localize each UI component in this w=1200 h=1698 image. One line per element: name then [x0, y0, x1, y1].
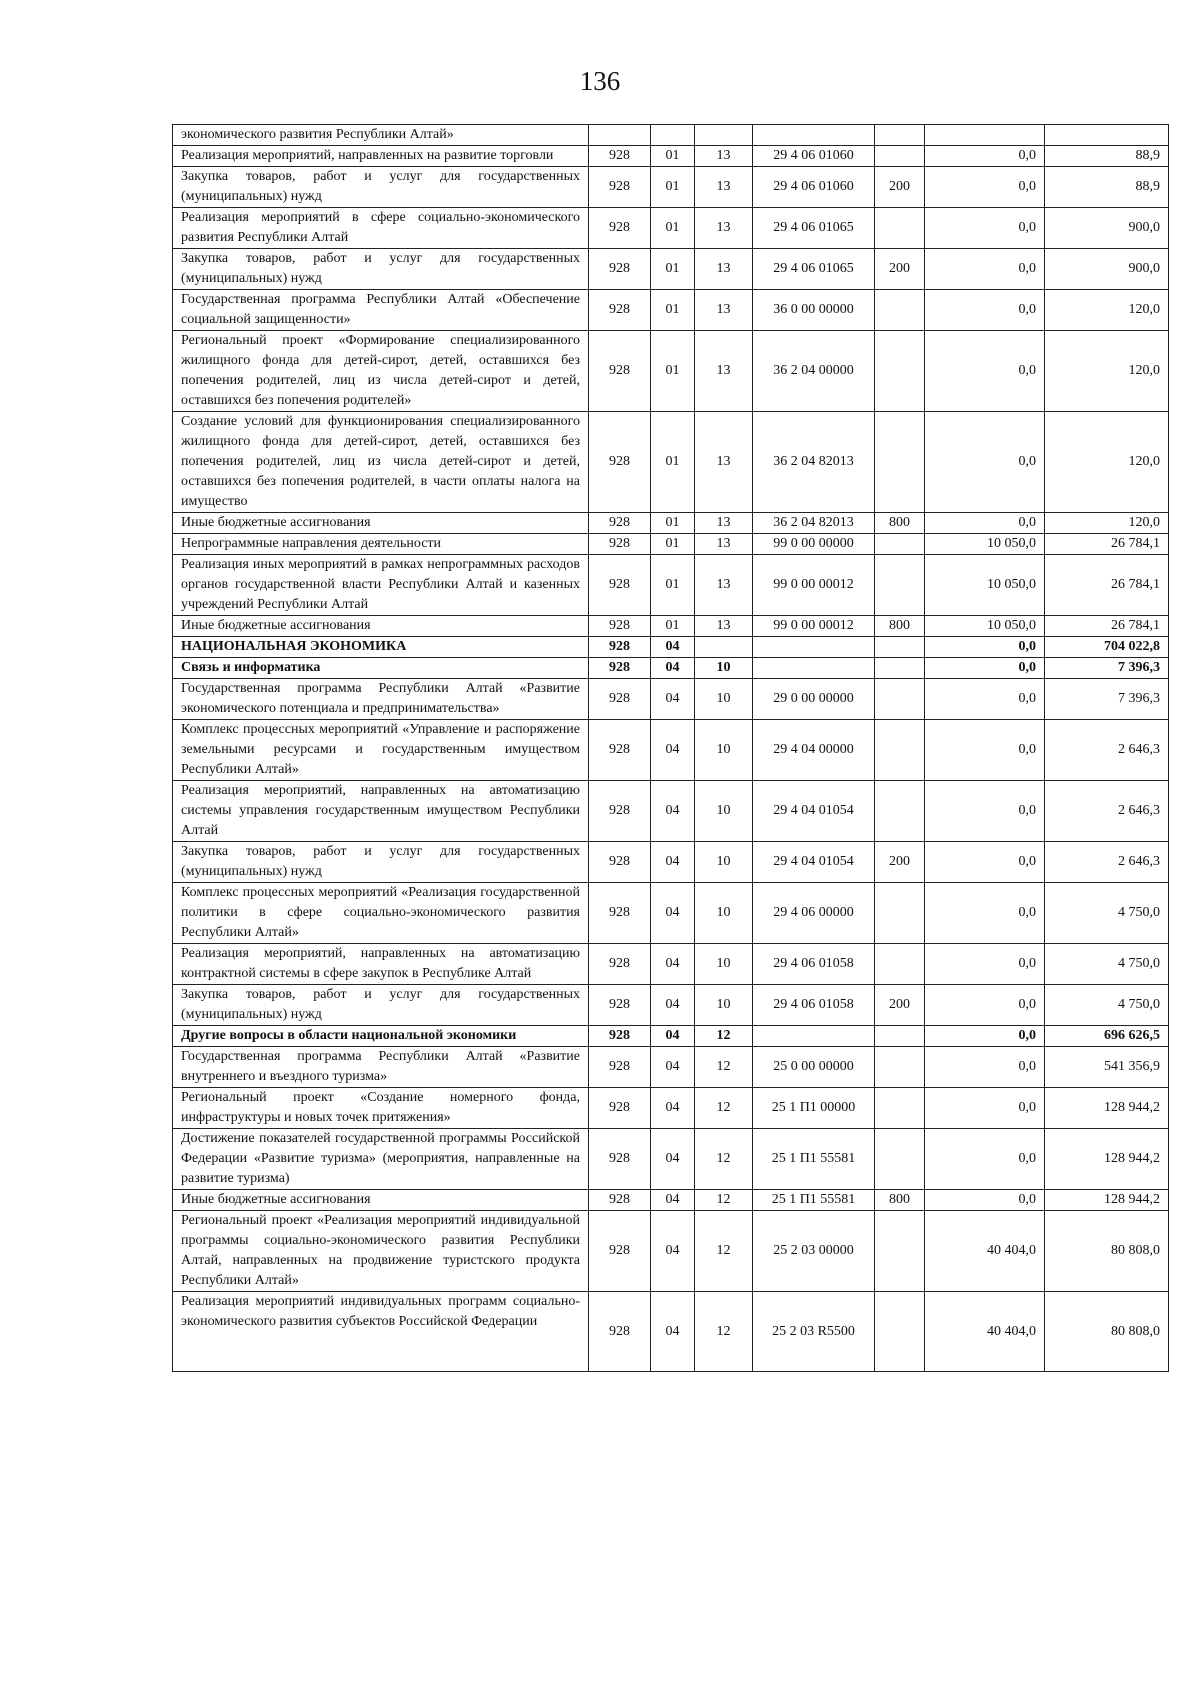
expense-type-cell — [875, 944, 925, 985]
table-row — [173, 616, 1169, 637]
amount-year2-cell: 704 022,8 — [1045, 637, 1169, 658]
ministry-code-cell: 928 — [589, 781, 651, 842]
amount-year2-cell: 4 750,0 — [1045, 883, 1169, 944]
expense-type-cell — [875, 781, 925, 842]
subsection-code-cell: 10 — [695, 842, 753, 883]
ministry-code-cell: 928 — [589, 883, 651, 944]
row-name-cell: Государственная программа Республики Алтай «Развитие экономического потенциала и предпринимательства» — [173, 679, 589, 720]
amount-year1-cell: 40 404,0 — [925, 1292, 1045, 1372]
row-name-cell: Региональный проект «Создание номерного фонда, инфраструктуры и новых точек притяжения» — [173, 1088, 589, 1129]
expense-type-cell — [875, 1211, 925, 1292]
target-article-cell: 29 4 06 01060 — [753, 167, 875, 208]
ministry-code-cell: 928 — [589, 985, 651, 1026]
subsection-code-cell: 13 — [695, 412, 753, 513]
subsection-code-cell: 10 — [695, 679, 753, 720]
section-code-cell: 04 — [651, 679, 695, 720]
section-code-cell: 01 — [651, 249, 695, 290]
section-code-cell: 01 — [651, 167, 695, 208]
section-code-cell: 01 — [651, 146, 695, 167]
table-row — [173, 781, 1169, 842]
section-code-cell: 01 — [651, 534, 695, 555]
row-name-cell: Закупка товаров, работ и услуг для государственных (муниципальных) нужд — [173, 985, 589, 1026]
ministry-code-cell: 928 — [589, 534, 651, 555]
subsection-code-cell: 10 — [695, 985, 753, 1026]
table-row — [173, 944, 1169, 985]
expense-type-cell — [875, 208, 925, 249]
amount-year2-cell: 128 944,2 — [1045, 1129, 1169, 1190]
amount-year2-cell: 2 646,3 — [1045, 781, 1169, 842]
row-name-cell: Закупка товаров, работ и услуг для государственных (муниципальных) нужд — [173, 249, 589, 290]
subsection-code-cell: 13 — [695, 534, 753, 555]
amount-year1-cell: 0,0 — [925, 842, 1045, 883]
target-article-cell: 25 0 00 00000 — [753, 1047, 875, 1088]
amount-year1-cell: 0,0 — [925, 679, 1045, 720]
target-article-cell: 36 0 00 00000 — [753, 290, 875, 331]
target-article-cell — [753, 658, 875, 679]
table-row — [173, 1190, 1169, 1211]
target-article-cell — [753, 637, 875, 658]
target-article-cell: 29 4 04 00000 — [753, 720, 875, 781]
target-article-cell — [753, 1026, 875, 1047]
amount-year2-cell: 900,0 — [1045, 208, 1169, 249]
target-article-cell: 29 4 06 01060 — [753, 146, 875, 167]
table-row — [173, 637, 1169, 658]
amount-year2-cell: 26 784,1 — [1045, 534, 1169, 555]
amount-year1-cell: 0,0 — [925, 781, 1045, 842]
amount-year1-cell: 0,0 — [925, 985, 1045, 1026]
ministry-code-cell: 928 — [589, 1129, 651, 1190]
row-name-cell: Реализация мероприятий в сфере социально-экономического развития Республики Алтай — [173, 208, 589, 249]
amount-year1-cell: 0,0 — [925, 1047, 1045, 1088]
subsection-code-cell: 12 — [695, 1292, 753, 1372]
amount-year1-cell: 0,0 — [925, 944, 1045, 985]
table-row — [173, 125, 1169, 146]
table-row — [173, 208, 1169, 249]
amount-year2-cell: 88,9 — [1045, 167, 1169, 208]
target-article-cell: 99 0 00 00012 — [753, 616, 875, 637]
amount-year1-cell: 10 050,0 — [925, 534, 1045, 555]
section-code-cell: 01 — [651, 513, 695, 534]
amount-year1-cell: 0,0 — [925, 883, 1045, 944]
ministry-code-cell: 928 — [589, 290, 651, 331]
table-row — [173, 249, 1169, 290]
amount-year2-cell: 2 646,3 — [1045, 720, 1169, 781]
amount-year2-cell: 88,9 — [1045, 146, 1169, 167]
subsection-code-cell: 12 — [695, 1190, 753, 1211]
table-row — [173, 1292, 1169, 1372]
section-code-cell: 04 — [651, 1047, 695, 1088]
section-code-cell: 04 — [651, 1211, 695, 1292]
row-name-cell: Иные бюджетные ассигнования — [173, 616, 589, 637]
table-row — [173, 331, 1169, 412]
ministry-code-cell: 928 — [589, 658, 651, 679]
row-name-cell: Закупка товаров, работ и услуг для государственных (муниципальных) нужд — [173, 842, 589, 883]
target-article-cell: 29 0 00 00000 — [753, 679, 875, 720]
section-code-cell: 01 — [651, 331, 695, 412]
ministry-code-cell: 928 — [589, 842, 651, 883]
ministry-code-cell: 928 — [589, 249, 651, 290]
target-article-cell: 29 4 06 00000 — [753, 883, 875, 944]
row-name-cell: Достижение показателей государственной программы Российской Федерации «Развитие туризма» (мероприятия, направленные на развитие туризма) — [173, 1129, 589, 1190]
subsection-code-cell: 12 — [695, 1211, 753, 1292]
amount-year1-cell: 0,0 — [925, 513, 1045, 534]
table-row — [173, 146, 1169, 167]
expense-type-cell: 800 — [875, 1190, 925, 1211]
target-article-cell: 36 2 04 82013 — [753, 412, 875, 513]
expense-type-cell — [875, 658, 925, 679]
budget-table — [172, 124, 1169, 1372]
ministry-code-cell: 928 — [589, 513, 651, 534]
amount-year1-cell: 0,0 — [925, 331, 1045, 412]
expense-type-cell — [875, 1292, 925, 1372]
amount-year2-cell: 120,0 — [1045, 513, 1169, 534]
amount-year2-cell: 7 396,3 — [1045, 679, 1169, 720]
target-article-cell: 25 1 П1 55581 — [753, 1129, 875, 1190]
target-article-cell: 29 4 04 01054 — [753, 842, 875, 883]
amount-year2-cell: 4 750,0 — [1045, 985, 1169, 1026]
amount-year2-cell: 4 750,0 — [1045, 944, 1169, 985]
subsection-code-cell: 13 — [695, 290, 753, 331]
ministry-code-cell: 928 — [589, 555, 651, 616]
expense-type-cell — [875, 555, 925, 616]
row-name-cell: Государственная программа Республики Алтай «Развитие внутреннего и въездного туризма» — [173, 1047, 589, 1088]
table-row — [173, 412, 1169, 513]
target-article-cell: 25 2 03 00000 — [753, 1211, 875, 1292]
table-row — [173, 167, 1169, 208]
row-name-cell: Комплекс процессных мероприятий «Реализация государственной политики в сфере социально-экономического развития Республики Алтай» — [173, 883, 589, 944]
section-code-cell: 01 — [651, 412, 695, 513]
ministry-code-cell: 928 — [589, 1026, 651, 1047]
page-number: 136 — [579, 66, 621, 96]
ministry-code-cell: 928 — [589, 208, 651, 249]
section-code-cell: 04 — [651, 944, 695, 985]
section-code-cell: 04 — [651, 985, 695, 1026]
ministry-code-cell: 928 — [589, 944, 651, 985]
table-row — [173, 555, 1169, 616]
amount-year2-cell: 7 396,3 — [1045, 658, 1169, 679]
amount-year1-cell: 0,0 — [925, 208, 1045, 249]
section-code-cell: 04 — [651, 658, 695, 679]
amount-year2-cell: 128 944,2 — [1045, 1088, 1169, 1129]
amount-year1-cell: 0,0 — [925, 1026, 1045, 1047]
section-code-cell: 04 — [651, 637, 695, 658]
amount-year1-cell: 0,0 — [925, 1088, 1045, 1129]
row-name-cell: НАЦИОНАЛЬНАЯ ЭКОНОМИКА — [173, 637, 589, 658]
expense-type-cell — [875, 331, 925, 412]
expense-type-cell — [875, 637, 925, 658]
subsection-code-cell: 12 — [695, 1088, 753, 1129]
subsection-code-cell: 10 — [695, 720, 753, 781]
row-name-cell: Связь и информатика — [173, 658, 589, 679]
amount-year2-cell: 26 784,1 — [1045, 555, 1169, 616]
amount-year2-cell: 120,0 — [1045, 331, 1169, 412]
amount-year1-cell: 0,0 — [925, 720, 1045, 781]
target-article-cell: 25 2 03 R5500 — [753, 1292, 875, 1372]
section-code-cell — [651, 125, 695, 146]
row-name-cell: Реализация мероприятий, направленных на развитие торговли — [173, 146, 589, 167]
subsection-code-cell: 13 — [695, 513, 753, 534]
section-code-cell: 04 — [651, 1292, 695, 1372]
amount-year1-cell: 0,0 — [925, 146, 1045, 167]
subsection-code-cell: 12 — [695, 1129, 753, 1190]
section-code-cell: 01 — [651, 290, 695, 331]
target-article-cell: 25 1 П1 55581 — [753, 1190, 875, 1211]
amount-year2-cell: 80 808,0 — [1045, 1211, 1169, 1292]
amount-year1-cell: 40 404,0 — [925, 1211, 1045, 1292]
row-name-cell: Государственная программа Республики Алтай «Обеспечение социальной защищенности» — [173, 290, 589, 331]
amount-year2-cell: 80 808,0 — [1045, 1292, 1169, 1372]
ministry-code-cell: 928 — [589, 1088, 651, 1129]
target-article-cell: 29 4 06 01058 — [753, 944, 875, 985]
section-code-cell: 04 — [651, 1026, 695, 1047]
expense-type-cell: 200 — [875, 985, 925, 1026]
row-name-cell: Иные бюджетные ассигнования — [173, 513, 589, 534]
row-name-cell: Другие вопросы в области национальной экономики — [173, 1026, 589, 1047]
expense-type-cell — [875, 534, 925, 555]
subsection-code-cell: 13 — [695, 167, 753, 208]
amount-year2-cell: 696 626,5 — [1045, 1026, 1169, 1047]
amount-year1-cell: 0,0 — [925, 167, 1045, 208]
ministry-code-cell: 928 — [589, 412, 651, 513]
ministry-code-cell: 928 — [589, 720, 651, 781]
table-row — [173, 290, 1169, 331]
amount-year1-cell: 0,0 — [925, 249, 1045, 290]
ministry-code-cell: 928 — [589, 331, 651, 412]
section-code-cell: 04 — [651, 720, 695, 781]
amount-year1-cell: 0,0 — [925, 290, 1045, 331]
table-row — [173, 842, 1169, 883]
table-row — [173, 679, 1169, 720]
row-name-cell: Создание условий для функционирования специализированного жилищного фонда для детей-сирот, детей, оставшихся без попечения родителей, лиц из числа детей-сирот и детей, оставшихся без попечения родителей, в части оплаты налога на имущество — [173, 412, 589, 513]
ministry-code-cell: 928 — [589, 1190, 651, 1211]
row-name-cell: Закупка товаров, работ и услуг для государственных (муниципальных) нужд — [173, 167, 589, 208]
target-article-cell: 29 4 04 01054 — [753, 781, 875, 842]
ministry-code-cell: 928 — [589, 616, 651, 637]
row-name-cell: Иные бюджетные ассигнования — [173, 1190, 589, 1211]
row-name-cell: Реализация мероприятий, направленных на автоматизацию системы управления государственным имуществом Республики Алтай — [173, 781, 589, 842]
amount-year2-cell: 26 784,1 — [1045, 616, 1169, 637]
expense-type-cell — [875, 720, 925, 781]
amount-year1-cell — [925, 125, 1045, 146]
subsection-code-cell: 13 — [695, 249, 753, 290]
expense-type-cell — [875, 146, 925, 167]
row-name-cell: экономического развития Республики Алтай» — [173, 125, 589, 146]
table-row — [173, 534, 1169, 555]
subsection-code-cell: 10 — [695, 883, 753, 944]
target-article-cell — [753, 125, 875, 146]
amount-year2-cell: 2 646,3 — [1045, 842, 1169, 883]
expense-type-cell: 800 — [875, 513, 925, 534]
ministry-code-cell — [589, 125, 651, 146]
expense-type-cell — [875, 1047, 925, 1088]
subsection-code-cell — [695, 637, 753, 658]
section-code-cell: 04 — [651, 883, 695, 944]
expense-type-cell — [875, 679, 925, 720]
ministry-code-cell: 928 — [589, 679, 651, 720]
section-code-cell: 04 — [651, 1190, 695, 1211]
section-code-cell: 01 — [651, 208, 695, 249]
row-name-cell: Реализация мероприятий индивидуальных программ социально-экономического развития субъектов Российской Федерации — [173, 1292, 589, 1372]
expense-type-cell — [875, 125, 925, 146]
budget-table-body — [173, 125, 1169, 1372]
subsection-code-cell: 12 — [695, 1026, 753, 1047]
target-article-cell: 99 0 00 00012 — [753, 555, 875, 616]
row-name-cell: Реализация иных мероприятий в рамках непрограммных расходов органов государственной власти Республики Алтай и казенных учреждений Республики Алтай — [173, 555, 589, 616]
ministry-code-cell: 928 — [589, 637, 651, 658]
ministry-code-cell: 928 — [589, 167, 651, 208]
section-code-cell: 04 — [651, 1129, 695, 1190]
target-article-cell: 36 2 04 00000 — [753, 331, 875, 412]
expense-type-cell — [875, 290, 925, 331]
row-name-cell: Региональный проект «Формирование специализированного жилищного фонда для детей-сирот, детей, оставшихся без попечения родителей, лиц из числа детей-сирот и детей, оставшихся без попечения родителей» — [173, 331, 589, 412]
amount-year1-cell: 0,0 — [925, 1190, 1045, 1211]
subsection-code-cell: 12 — [695, 1047, 753, 1088]
amount-year1-cell: 0,0 — [925, 1129, 1045, 1190]
subsection-code-cell: 13 — [695, 616, 753, 637]
section-code-cell: 04 — [651, 842, 695, 883]
row-name-cell: Региональный проект «Реализация мероприятий индивидуальной программы социально-экономического развития Республики Алтай, направленных на продвижение туристского продукта Республики Алтай» — [173, 1211, 589, 1292]
subsection-code-cell: 10 — [695, 944, 753, 985]
amount-year1-cell: 10 050,0 — [925, 555, 1045, 616]
row-name-cell: Непрограммные направления деятельности — [173, 534, 589, 555]
amount-year1-cell: 0,0 — [925, 412, 1045, 513]
table-row — [173, 1129, 1169, 1190]
target-article-cell: 29 4 06 01065 — [753, 249, 875, 290]
table-row — [173, 985, 1169, 1026]
expense-type-cell — [875, 883, 925, 944]
expense-type-cell: 200 — [875, 249, 925, 290]
ministry-code-cell: 928 — [589, 1211, 651, 1292]
expense-type-cell — [875, 412, 925, 513]
table-row — [173, 883, 1169, 944]
table-row — [173, 513, 1169, 534]
amount-year1-cell: 10 050,0 — [925, 616, 1045, 637]
row-name-cell: Комплекс процессных мероприятий «Управление и распоряжение земельными ресурсами и государственным имуществом Республики Алтай» — [173, 720, 589, 781]
subsection-code-cell: 10 — [695, 781, 753, 842]
amount-year2-cell — [1045, 125, 1169, 146]
expense-type-cell: 200 — [875, 842, 925, 883]
subsection-code-cell — [695, 125, 753, 146]
ministry-code-cell: 928 — [589, 146, 651, 167]
amount-year2-cell: 120,0 — [1045, 290, 1169, 331]
subsection-code-cell: 13 — [695, 555, 753, 616]
target-article-cell: 36 2 04 82013 — [753, 513, 875, 534]
expense-type-cell — [875, 1088, 925, 1129]
table-row — [173, 1088, 1169, 1129]
target-article-cell: 99 0 00 00000 — [753, 534, 875, 555]
table-row — [173, 1047, 1169, 1088]
subsection-code-cell: 10 — [695, 658, 753, 679]
expense-type-cell — [875, 1129, 925, 1190]
target-article-cell: 25 1 П1 00000 — [753, 1088, 875, 1129]
amount-year2-cell: 900,0 — [1045, 249, 1169, 290]
expense-type-cell: 800 — [875, 616, 925, 637]
amount-year1-cell: 0,0 — [925, 637, 1045, 658]
subsection-code-cell: 13 — [695, 146, 753, 167]
row-name-cell: Реализация мероприятий, направленных на автоматизацию контрактной системы в сфере закупок в Республике Алтай — [173, 944, 589, 985]
table-row — [173, 1026, 1169, 1047]
amount-year2-cell: 128 944,2 — [1045, 1190, 1169, 1211]
expense-type-cell: 200 — [875, 167, 925, 208]
ministry-code-cell: 928 — [589, 1047, 651, 1088]
subsection-code-cell: 13 — [695, 331, 753, 412]
table-row — [173, 1211, 1169, 1292]
target-article-cell: 29 4 06 01065 — [753, 208, 875, 249]
section-code-cell: 01 — [651, 555, 695, 616]
amount-year2-cell: 120,0 — [1045, 412, 1169, 513]
section-code-cell: 04 — [651, 1088, 695, 1129]
subsection-code-cell: 13 — [695, 208, 753, 249]
expense-type-cell — [875, 1026, 925, 1047]
amount-year2-cell: 541 356,9 — [1045, 1047, 1169, 1088]
section-code-cell: 01 — [651, 616, 695, 637]
section-code-cell: 04 — [651, 781, 695, 842]
ministry-code-cell: 928 — [589, 1292, 651, 1372]
amount-year1-cell: 0,0 — [925, 658, 1045, 679]
table-row — [173, 720, 1169, 781]
table-row — [173, 658, 1169, 679]
target-article-cell: 29 4 06 01058 — [753, 985, 875, 1026]
